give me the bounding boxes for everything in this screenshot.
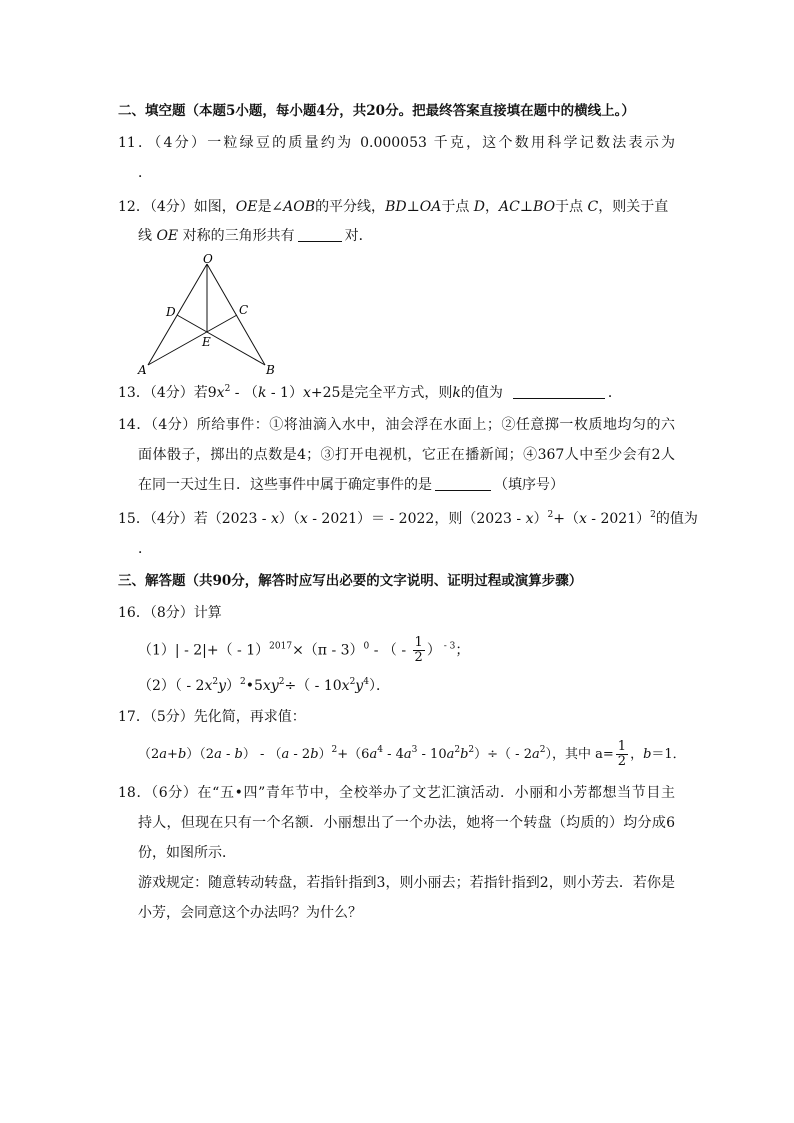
label-B: B <box>266 363 275 377</box>
label-D: D <box>166 305 176 319</box>
label-E: E <box>202 335 211 349</box>
question-18-line2: 持人，但现在只有一个名额．小丽想出了一个办法，她将一个转盘（均质的）均分成6 <box>138 815 675 831</box>
question-16-part2: $(2)( - 2x^2y)^2•5xy^2\div( - 10x^2y^4)$． <box>138 677 390 694</box>
label-O: O <box>203 252 213 266</box>
answer-blank <box>435 476 491 491</box>
answer-blank <box>298 227 342 242</box>
question-15-line2: ． <box>138 541 152 557</box>
question-18-line5: 小芳，会同意这个办法吗？为什么？ <box>138 905 362 921</box>
line-OB <box>207 264 265 365</box>
triangle-figure <box>132 250 282 378</box>
question-13: 13．（4分）若$9x^2 - (k - 1)x+25$是完全平方式，则k的值为 ． <box>118 384 622 401</box>
question-15-line1: 15．（4分）若（2023 - x）（x - 2021）＝ - 2022，则（2023 - x）$^2$+（x - 2021）$^2$的值为 <box>118 510 698 527</box>
fraction-one-half: $\frac{1}{2}$ <box>617 739 627 769</box>
label-A: A <box>138 363 147 377</box>
question-14-line2: 面体骰子，掷出的点数是4；③打开电视机，它正在播新闻；④367人中至少会有2人 <box>138 447 675 463</box>
fraction-one-half: $\frac{1}{2}$ <box>414 635 423 665</box>
section-2-title: 二、填空题（本题5小题，每小题4分，共20分。把最终答案直接填在题中的横线上。） <box>118 103 635 119</box>
question-11-line1: 11．（4分）一粒绿豆的质量约为 0.000053 千克，这个数用科学记数法表示为 <box>118 135 675 151</box>
question-18-line4: 游戏规定：随意转动转盘，若指针指到3，则小丽去；若指针指到2，则小芳去．若你是 <box>138 875 675 891</box>
line-AC <box>148 315 237 365</box>
line-OA <box>148 264 207 365</box>
question-14-line3: 在同一天过生日．这些事件中属于确定事件的是 （填序号） <box>138 477 564 493</box>
question-17-title: 17．（5分）先化简，再求值： <box>118 709 306 725</box>
label-C: C <box>239 303 249 317</box>
section-3-title: 三、解答题（共90分，解答时应写出必要的文字说明、证明过程或演算步骤） <box>118 573 583 589</box>
question-18-line1: 18．（6分）在“五•四”青年节中，全校举办了文艺汇演活动．小丽和小芳都想当节目主 <box>118 785 675 801</box>
question-17-expression: $(2a+b)(2a - b) - (a - 2b)^2+(6a^4 - 4a^3 - 10a^2b^2)\div( - 2a^2)$，其中 a= $\frac{1}{2}$ ，b＝1． <box>138 739 686 769</box>
line-DB <box>177 315 265 365</box>
answer-blank <box>513 384 605 399</box>
question-14-line1: 14．（4分）所给事件：①将油滴入水中，油会浮在水面上；②任意掷一枚质地均匀的六 <box>118 417 675 433</box>
question-11-line2: ． <box>138 165 152 181</box>
question-12-line1: 12．（4分）如图，OE是∠AOB的平分线，BD⊥OA于点 D，AC⊥BO于点 C，则关于直 <box>118 199 669 215</box>
question-16-part1: （1）| - 2|+（ - 1）$^{2017}$×（π - 3）$^0$ - （ - $\frac{1}{2}$ ） $^{- 3}$； <box>138 635 470 665</box>
question-16-title: 16．（8分）计算 <box>118 605 222 621</box>
question-18-line3: 份，如图所示． <box>138 845 236 861</box>
question-12-line2: 线 OE 对称的三角形共有 对． <box>138 228 373 244</box>
